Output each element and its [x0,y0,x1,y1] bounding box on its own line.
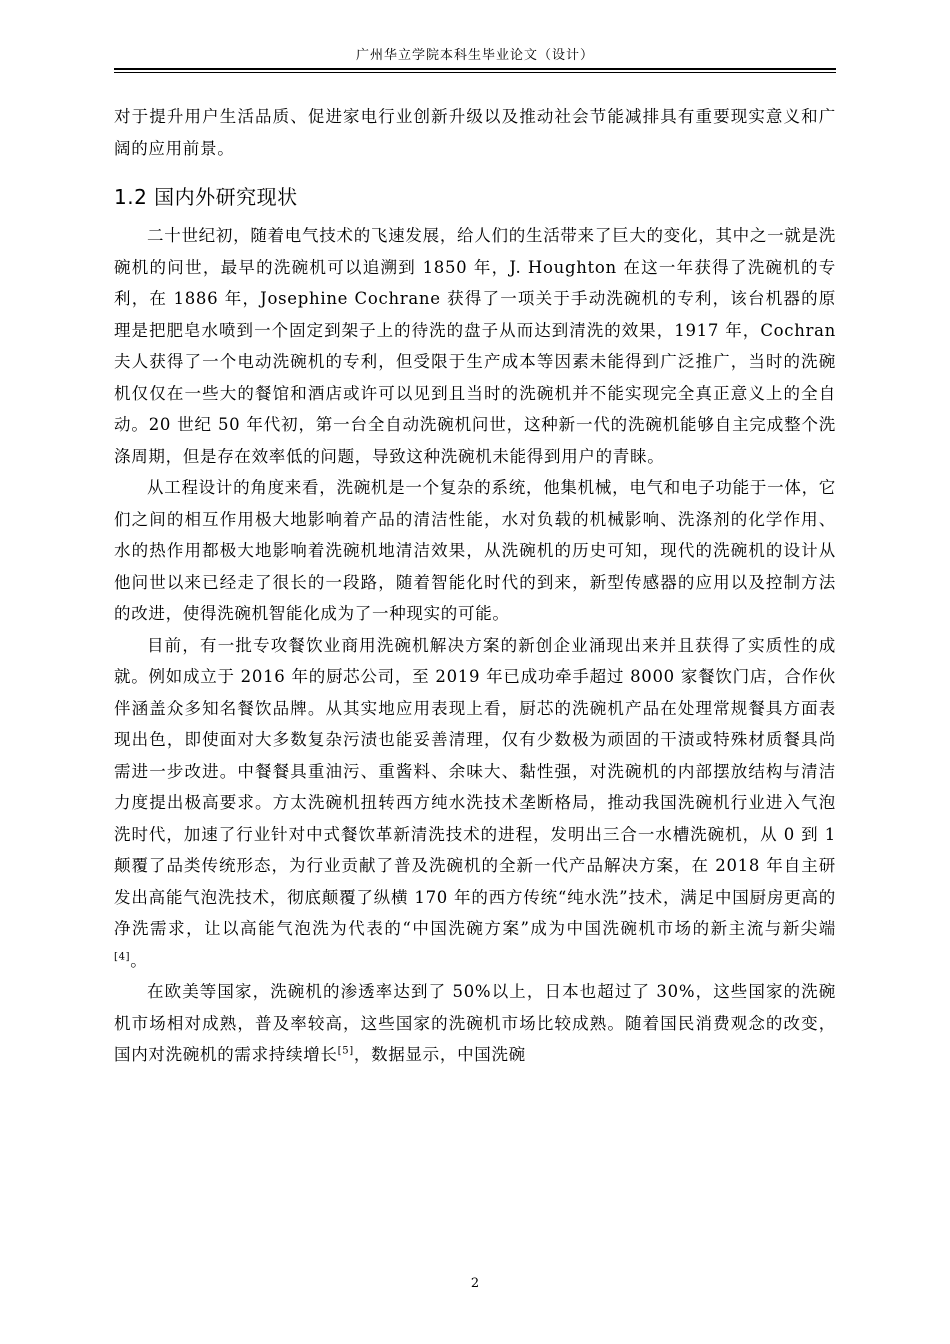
page-number: 2 [470,1276,480,1291]
paragraph-market-continued: ，数据显示，中国洗碗 [353,1045,526,1064]
running-header: 广州华立学院本科生毕业论文（设计） [355,48,594,63]
paragraph-history: 二十世纪初，随着电气技术的飞速发展，给人们的生活带来了巨大的变化，其中之一就是洗碗机的问世，最早的洗碗机可以追溯到 1850 年，J. Houghton 在这一年获得了洗碗机的专利，在 1886 年，Josephine Cochrane 获得了一项关于手动洗碗机的专利，该台机器的原理是把肥皂水喷到一个固定到架子上的待洗的盘子从而达到清洗的效果，1917 年，Cochran 夫人获得了一个电动洗碗机的专利，但受限于生产成本等因素未能得到广泛推广，当时的洗碗机仅仅在一些大的餐馆和酒店或许可以见到且当时的洗碗机并不能实现完全真正意义上的全自动。20 世纪 50 年代初，第一台全自动洗碗机问世，这种新一代的洗碗机能够自主完成整个洗涤周期，但是存在效率低的问题，导致这种洗碗机未能得到用户的青睐。 [114,226,836,466]
header-rule-thin [114,72,836,73]
paragraph-companies-end: 。 [130,950,148,970]
header-rule-thick [114,68,836,70]
paragraph-companies [114,630,836,977]
paragraph-companies-text: 目前，有一批专攻餐饮业商用洗碗机解决方案的新创企业涌现出来并且获得了实质性的成就。例如成立于 2016 年的厨芯公司，至 2019 年已成功牵手超过 8000 家餐饮门店，合作伙伴涵盖众多知名餐饮品牌。从其实地应用表现上看，厨芯的洗碗机产品在处理常规餐具方面表现出色，即使面对大多数复杂污渍也能妥善清理，仅有少数极为顽固的干渍或特殊材质餐具尚需进一步改进。中餐餐具重油污、重酱料、余味大、黏性强，对洗碗机的内部摆放结构与清洁力度提出极高要求。方太洗碗机扭转西方纯水洗技术垄断格局，推动我国洗碗机行业进入气泡洗时代，加速了行业针对中式餐饮革新清洗技术的进程，发明出三合一水槽洗碗机，从 0 到 1 颠覆了品类传统形态，为行业贡献了普及洗碗机的全新一代产品解决方案，在 2018 年自主研发出高能气泡洗技术，彻底颠覆了纵横 170 年的西方传统“纯水洗”技术，满足中国厨房更高的净洗需求，让以高能气泡洗为代表的“中国洗碗方案”成为中国洗碗机市场的新主流与新尖端 [114,635,836,938]
citation-4: [4] [114,951,131,962]
intro-paragraph: 对于提升用户生活品质、促进家电行业创新升级以及推动社会节能减排具有重要现实意义和广阔的应用前景。 [114,107,836,158]
section-heading: 1.2 国内外研究现状 [114,185,298,209]
citation-5: [5] [337,1045,354,1057]
paragraph-market-text: 在欧美等国家，洗碗机的渗透率达到了 50%以上，日本也超过了 30%，这些国家的洗碗机市场相对成熟，普及率较高，这些国家的洗碗机市场比较成熟。随着国民消费观念的改变，国内对洗碗机的需求持续增长 [114,982,836,1064]
paragraph-market [114,976,836,1071]
body-text [114,101,836,1071]
paragraph-engineering: 从工程设计的角度来看，洗碗机是一个复杂的系统，他集机械，电气和电子功能于一体，它们之间的相互作用极大地影响着产品的清洁性能，水对负载的机械影响、洗涤剂的化学作用、水的热作用都极大地影响着洗碗机地清洁效果，从洗碗机的历史可知，现代的洗碗机的设计从他问世以来已经走了很长的一段路，随着智能化时代的到来，新型传感器的应用以及控制方法的改进，使得洗碗机智能化成为了一种现实的可能。 [114,478,836,623]
